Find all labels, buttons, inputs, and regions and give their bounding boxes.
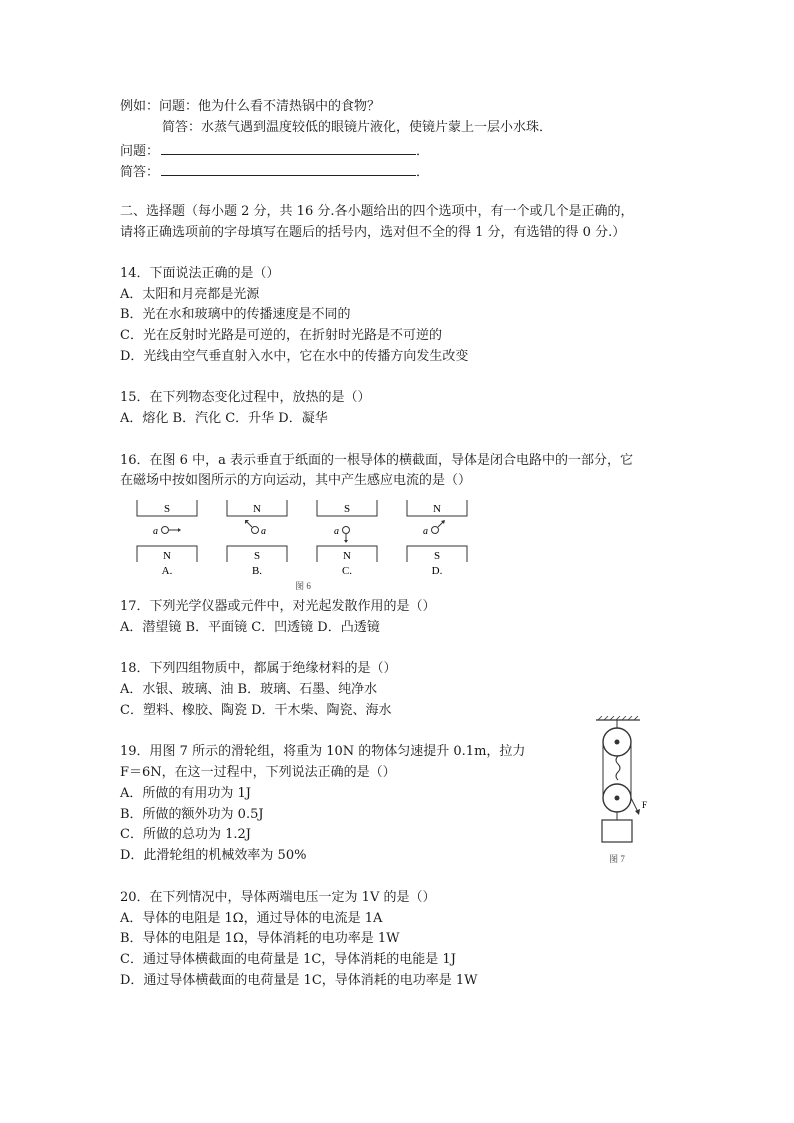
example-prefix: 例如： [120, 99, 160, 114]
q16-stem-line2: 在磁场中按如图所示的方向运动，其中产生感应电流的是（） [120, 473, 472, 488]
load-block [602, 820, 632, 842]
figure-7-pulley-system [590, 716, 650, 866]
section2-instructions-line1: 二、选择题（每小题 2 分，共 16 分.各小题给出的四个选项中，有一个或几个是正确的， [120, 204, 634, 219]
fig6-a-conductor: a [153, 526, 158, 537]
q20-option-b: B．导体的电阻是 1Ω，导体消耗的电功率是 1W [120, 931, 400, 946]
fig6-d-conductor: a [423, 526, 428, 537]
fig6-d-bottom-pole: S [433, 550, 441, 562]
fig7-caption: 图 7 [609, 854, 625, 864]
fig6-b-top-pole: N [253, 503, 261, 515]
fig6-panel-b [227, 500, 287, 577]
fig6-b-letter: B. [251, 565, 263, 577]
q20-option-a: A．导体的电阻是 1Ω，通过导体的电流是 1A [120, 911, 383, 926]
q20-option-c: C．通过导体横截面的电荷量是 1C，导体消耗的电能是 1J [120, 952, 456, 967]
fig6-d-top-pole: N [433, 503, 441, 515]
q14-option-c: C．光在反射时光路是可逆的，在折射时光路是不可逆的 [120, 328, 442, 343]
q19-option-c: C．所做的总功为 1.2J [120, 827, 251, 842]
example-question-text: 问题：他为什么看不清热锅中的食物？ [159, 99, 381, 114]
fig6-panel-a [137, 500, 197, 577]
fig6-a-letter: A. [161, 565, 173, 577]
q20-option-d: D．通过导体横截面的电荷量是 1C，导体消耗的电功率是 1W [120, 973, 478, 988]
fig6-panel-d [407, 500, 467, 577]
figure-6-magnetic-field [135, 500, 475, 594]
fig6-b-conductor: a [261, 526, 266, 537]
fig6-c-letter: C. [341, 565, 353, 577]
q14-stem: 14．下面说法正确的是（） [120, 266, 280, 281]
q15-options: A．熔化 B．汽化 C．升华 D．凝华 [120, 411, 328, 426]
answer-blank-period: ． [416, 165, 430, 180]
q16-stem-line1: 16．在图 6 中，a 表示垂直于纸面的一根导体的横截面，导体是闭合电路中的一部分，它 [120, 453, 633, 468]
fig6-b-bottom-pole: S [253, 550, 261, 562]
q17-options: A．潜望镜 B．平面镜 C．凹透镜 D．凸透镜 [120, 620, 380, 635]
example-question [120, 98, 380, 116]
fig6-c-bottom-pole: N [343, 550, 351, 562]
fig6-a-bottom-pole: N [163, 550, 171, 562]
fig6-caption: 图 6 [295, 581, 311, 591]
q14-option-a: A．太阳和月亮都是光源 [120, 287, 260, 302]
fig6-panel-c [317, 500, 377, 577]
q19-option-a: A．所做的有用功为 1J [120, 786, 252, 801]
question-blank-row [120, 141, 429, 161]
q18-options-row2: C．塑料、橡胶、陶瓷 D．干木柴、陶瓷、海水 [120, 703, 392, 718]
fig6-a-top-pole: S [163, 503, 171, 515]
q14-option-d: D．光线由空气垂直射入水中，它在水中的传播方向发生改变 [120, 349, 469, 364]
q19-stem-line2: F＝6N，在这一过程中，下列说法正确的是（） [120, 765, 396, 780]
q18-stem: 18．下列四组物质中，都属于绝缘材料的是（） [120, 661, 397, 676]
section2-instructions-line2: 请将正确选项前的字母填写在题后的括号内，选对但不全的得 1 分，有选错的得 0 分.） [120, 225, 626, 240]
fig6-c-top-pole: S [343, 503, 351, 515]
answer-blank-field[interactable] [161, 162, 416, 176]
answer-label: 简答： [120, 165, 160, 180]
question-label: 问题： [120, 144, 160, 159]
force-label: F [642, 800, 648, 810]
q18-options-row1: A．水银、玻璃、油 B．玻璃、石墨、纯净水 [120, 682, 378, 697]
example-answer: 简答：水蒸气遇到温度较低的眼镜片液化，使镜片蒙上一层小水珠． [162, 120, 553, 135]
q20-stem: 20．在下列情况中，导体两端电压一定为 1V 的是（） [120, 890, 436, 905]
question-blank-period: ． [416, 144, 430, 159]
q19-stem-line1: 19．用图 7 所示的滑轮组，将重为 10N 的物体匀速提升 0.1m，拉力 [120, 744, 526, 759]
fig6-c-conductor: a [334, 526, 339, 537]
q14-option-b: B．光在水和玻璃中的传播速度是不同的 [120, 307, 351, 322]
q15-stem: 15．在下列物态变化过程中，放热的是（） [120, 390, 371, 405]
question-blank-field[interactable] [161, 141, 416, 155]
q19-option-b: B．所做的额外功为 0.5J [120, 807, 264, 822]
q17-stem: 17．下列光学仪器或元件中，对光起发散作用的是（） [120, 599, 436, 614]
q19-option-d: D．此滑轮组的机械效率为 50% [120, 848, 307, 863]
answer-blank-row [120, 162, 429, 182]
fig6-d-letter: D. [431, 565, 443, 577]
pull-rope [631, 798, 638, 812]
